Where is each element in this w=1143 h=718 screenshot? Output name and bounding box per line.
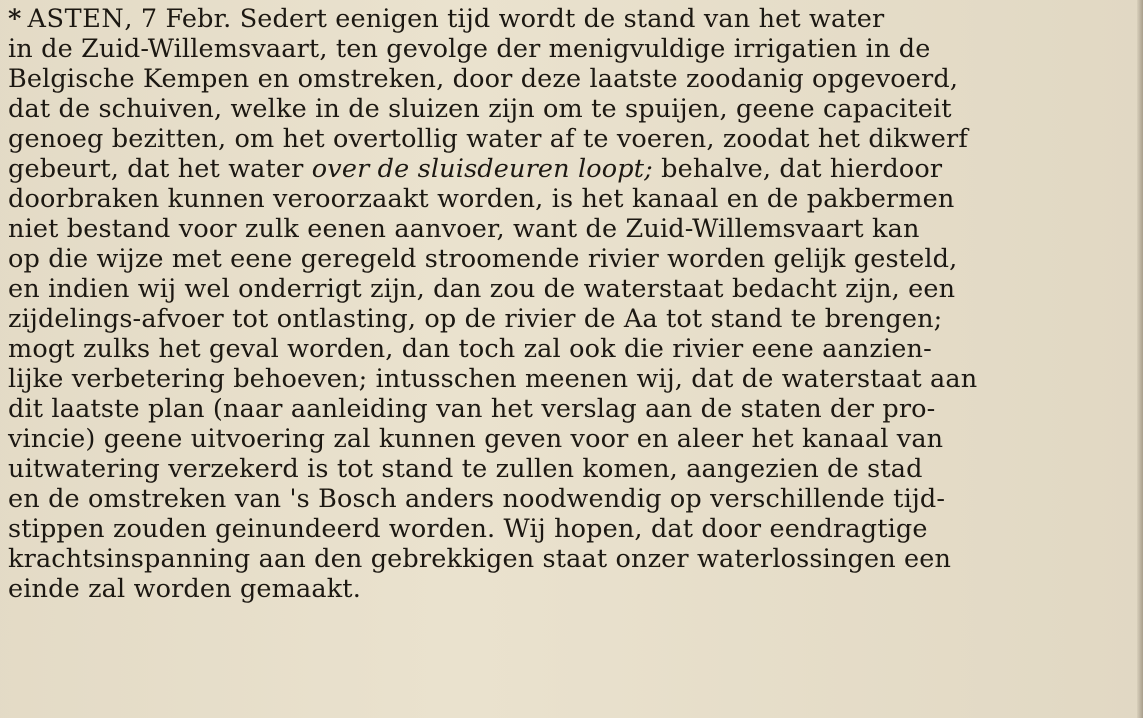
article-line-8: niet bestand voor zulk eenen aanvoer, want de Zuid-Willemsvaart kan (8, 214, 920, 244)
article-line-15: vincie) geene uitvoering zal kunnen geven voor en aleer het kanaal van (8, 424, 944, 454)
article-marker: * (8, 4, 22, 34)
article-line-6-rest: behalve, dat hierdoor (652, 154, 943, 184)
article-line-4: dat de schuiven, welke in de sluizen zijn om te spuijen, geene capaciteit (8, 94, 952, 124)
article-line-20: einde zal worden gemaakt. (8, 574, 361, 604)
article-line-10: en indien wij wel onderrigt zijn, dan zou de waterstaat bedacht zijn, een (8, 274, 956, 304)
article-date: , 7 Febr. (124, 4, 232, 34)
article-line-18: stippen zouden geinundeerd worden. Wij hopen, dat door eendragtige (8, 514, 928, 544)
article-line-13: lijke verbetering behoeven; intusschen meenen wij, dat de waterstaat aan (8, 364, 978, 394)
article-line-6 (8, 154, 1143, 184)
article-line-6-start: gebeurt, dat het water (8, 154, 304, 184)
article-line-16: uitwatering verzekerd is tot stand te zullen komen, aangezien de stad (8, 454, 923, 484)
article-italic-phrase: over de sluisdeuren loopt; (311, 154, 653, 184)
article-line-5: genoeg bezitten, om het overtollig water af te voeren, zoodat het dikwerf (8, 124, 968, 154)
article-line-14: dit laatste plan (naar aanleiding van het verslag aan de staten der pro- (8, 394, 936, 424)
article-line-1 (8, 4, 1143, 34)
article-line-3: Belgische Kempen en omstreken, door deze laatste zoodanig opgevoerd, (8, 64, 959, 94)
page-edge-shadow (1137, 0, 1143, 718)
article-place: ASTEN (27, 4, 125, 34)
article-line-1-rest: Sedert eenigen tijd wordt de stand van het water (231, 4, 885, 34)
article-line-2: in de Zuid-Willemsvaart, ten gevolge der menigvuldige irrigatien in de (8, 34, 931, 64)
article-line-12: mogt zulks het geval worden, dan toch zal ook die rivier eene aanzien- (8, 334, 932, 364)
article-line-7: doorbraken kunnen veroorzaakt worden, is het kanaal en de pakbermen (8, 184, 955, 214)
article-line-17: en de omstreken van 's Bosch anders noodwendig op verschillende tijd- (8, 484, 946, 514)
article-line-9: op die wijze met eene geregeld stroomende rivier worden gelijk gesteld, (8, 244, 958, 274)
article-line-11: zijdelings-afvoer tot ontlasting, op de rivier de Aa tot stand te brengen; (8, 304, 943, 334)
article-line-19: krachtsinspanning aan den gebrekkigen staat onzer waterlossingen een (8, 544, 952, 574)
